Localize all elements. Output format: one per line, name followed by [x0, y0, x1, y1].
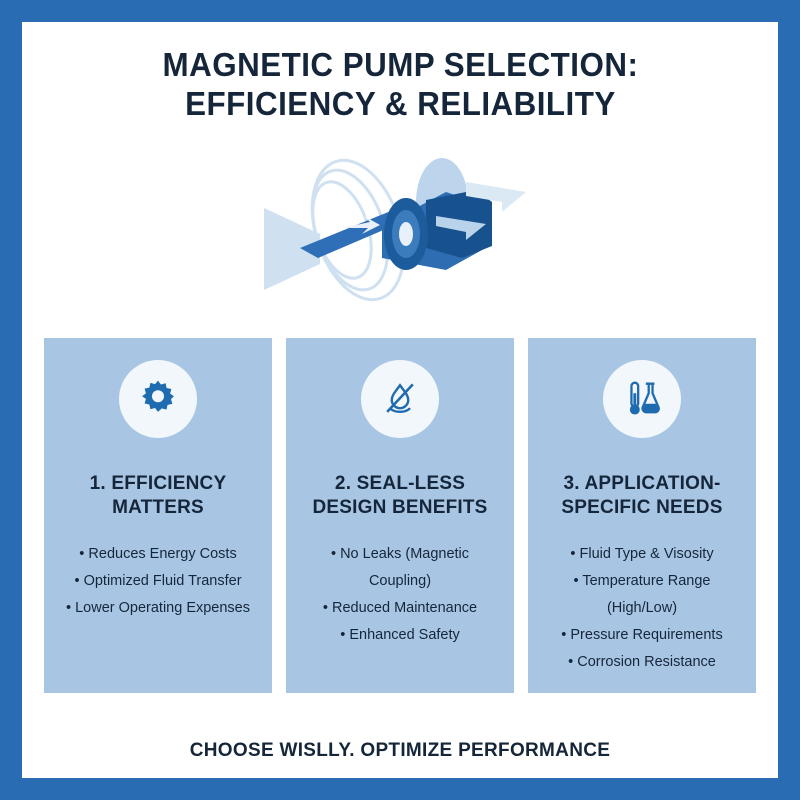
list-item: • No Leaks (Magnetic Coupling)	[298, 541, 502, 595]
card-title: 1. EFFICIENCY MATTERS	[89, 472, 227, 518]
list-item: • Lower Operating Expenses	[56, 595, 260, 622]
page-title	[162, 46, 638, 124]
card-seal-less-design-benefits[interactable]	[286, 338, 514, 694]
list-item: • Enhanced Safety	[298, 622, 502, 649]
thermometer-flask-icon-glyph	[619, 376, 665, 422]
list-item: • Corrosion Resistance	[540, 649, 744, 676]
page-title-line-2: EFFICIENCY & RELIABILITY	[184, 84, 616, 122]
list-item: • Optimized Fluid Transfer	[56, 568, 260, 595]
magnetic-pump-icon	[230, 130, 570, 330]
no-leak-droplet-icon-glyph	[378, 377, 422, 421]
list-item: • Reduced Maintenance	[298, 595, 502, 622]
poster-content	[22, 22, 778, 778]
thermometer-flask-icon	[603, 360, 681, 438]
gear-icon	[119, 360, 197, 438]
card-bullets	[298, 541, 502, 648]
gear-icon-glyph	[136, 377, 180, 421]
card-bullets	[56, 541, 260, 621]
page-title-line-1: MAGNETIC PUMP SELECTION:	[162, 46, 638, 83]
card-application-specific-needs[interactable]	[528, 338, 756, 694]
list-item: • Pressure Requirements	[540, 622, 744, 649]
list-item: • Reduces Energy Costs	[56, 541, 260, 568]
list-item: • Temperature Range (High/Low)	[540, 568, 744, 622]
card-bullets	[540, 541, 744, 675]
magnetic-pump-illustration	[230, 130, 570, 330]
card-title: 3. APPLICATION-SPECIFIC NEEDS	[561, 472, 723, 518]
card-title: 2. SEAL-LESS DESIGN BENEFITS	[312, 472, 488, 518]
footer-tagline: CHOOSE WISLLY. OPTIMIZE PERFORMANCE	[189, 740, 611, 761]
card-efficiency-matters[interactable]	[44, 338, 272, 694]
card-list	[44, 338, 756, 694]
list-item: • Fluid Type & Visosity	[540, 541, 744, 568]
no-leak-droplet-icon	[361, 360, 439, 438]
